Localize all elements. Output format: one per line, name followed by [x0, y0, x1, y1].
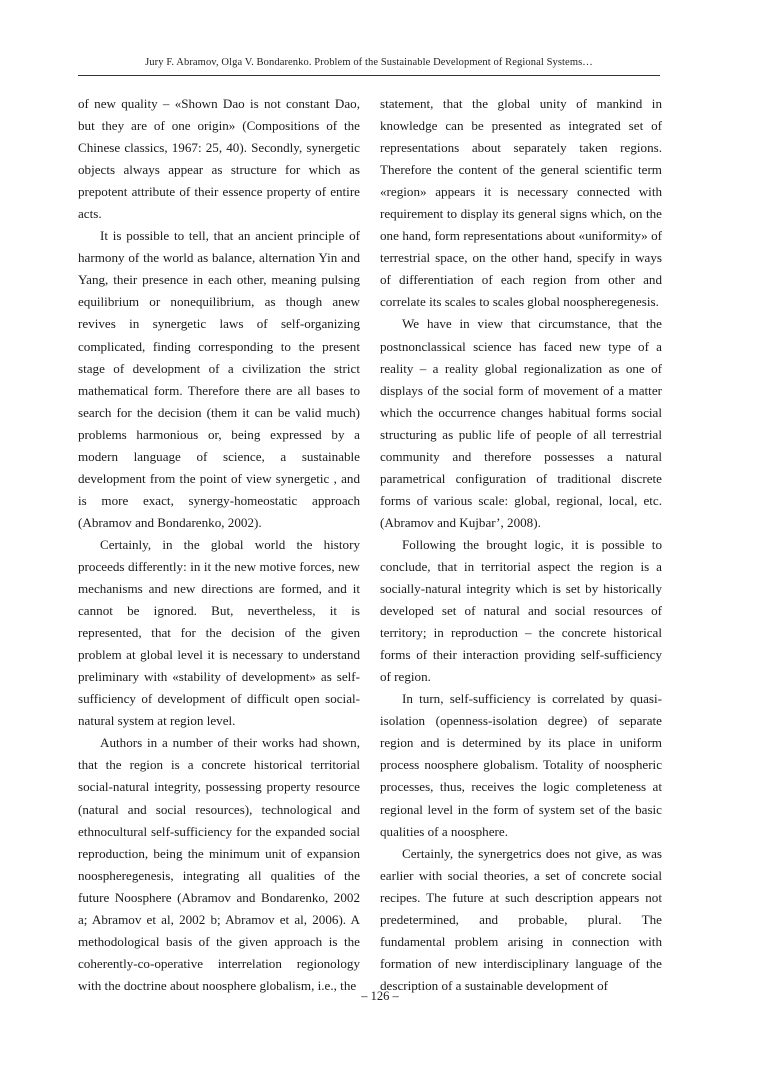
paragraph: Certainly, in the global world the history proceeds differently: in it the new motive forces, new mechanisms and new directions are formed, and it cannot be ignored. But, nevertheless, it is represented, that for the decision of the given problem at global level it is necessary to understand preliminary with «stability of development» as self-sufficiency of development of difficult open social-natural system at region level.	[78, 536, 360, 729]
page-number: – 126 –	[361, 989, 399, 1003]
running-header: Jury F. Abramov, Olga V. Bondarenko. Problem of the Sustainable Development of Regional Systems…	[145, 57, 593, 68]
paragraph: of new quality – «Shown Dao is not constant Dao, but they are of one origin» (Compositions of the Chinese classics, 1967: 25, 40). Secondly, synergetic objects always appear as structure for which as prepotent attribute of their essence property of entire acts.	[78, 96, 360, 222]
paragraph: In turn, self-sufficiency is correlated by quasi-isolation (openness-isolation degree) of separate region and is determined by its place in uniform process noosphere globalism. Totality of noospheric processes, thus, receives the logic completeness at regional level in the form of system set of the basic qualities of a noosphere.	[380, 691, 662, 839]
left-column	[78, 93, 360, 997]
paragraph: We have in view that circumstance, that the postnonclassical science has faced new type of a reality – a reality global regionalization as one of displays of the social form of movement of a matter which the occurrence changes habitual forms social structuring as public life of people of all terrestrial community and therefore possesses a natural parametrical configuration of traditional discrete forms of various scale: global, regional, local, etc. (Abramov and Kujbar’, 2008).	[380, 316, 662, 530]
right-column	[380, 93, 662, 997]
paragraph: Authors in a number of their works had shown, that the region is a concrete historical territorial social-natural integrity, possessing property resource (natural and social resources), technological and ethnocultural self-sufficiency for the expanded social reproduction, being the minimum unit of expansion noospheregenesis, integrating all qualities of the future Noosphere (Abramov and Bondarenko, 2002 a; Abramov et al, 2002 b; Abramov et al, 2006). A methodological basis of the given approach is the coherently-co-operative interrelation regionology with the doctrine about noosphere globalism, i.e., the	[78, 735, 360, 993]
paragraph: It is possible to tell, that an ancient principle of harmony of the world as balance, alternation Yin and Yang, their presence in each other, meaning pulsing equilibrium or nonequilibrium, as though anew revives in synergetic laws of self-organizing complicated, finding corresponding to the present stage of development of a civilization the strict mathematical form. Therefore there are all bases to search for the decision (them it can be valid much) problems harmonious or, being expressed by a modern language of science, a sustainable development from the point of view synergetic , and is more exact, synergy-homeostatic approach (Abramov and Bondarenko, 2002).	[78, 228, 360, 530]
header-rule	[78, 75, 660, 76]
paragraph: Following the brought logic, it is possible to conclude, that in territorial aspect the region is a socially-natural integrity which is set by historically developed set of natural and social resources of territory; in reproduction – the concrete historical forms of their interaction providing self-sufficiency of region.	[380, 536, 662, 685]
paragraph: statement, that the global unity of mankind in knowledge can be presented as integrated set of representations about separately taken regions. Therefore the content of the general scientific term «region» appears it is necessary connected with requirement to display its general signs which, on the one hand, form representations about «uniformity» of terrestrial space, on the other hand, specify in ways of differentiation of each region from other and correlate its scales to scales global noospheregenesis.	[380, 96, 662, 310]
paragraph: Certainly, the synergetrics does not give, as was earlier with social theories, a set of concrete social recipes. The future at such description appears not predetermined, and probable, plural. The fundamental problem arising in connection with formation of new interdisciplinary language of the description of a sustainable development of	[380, 845, 662, 993]
